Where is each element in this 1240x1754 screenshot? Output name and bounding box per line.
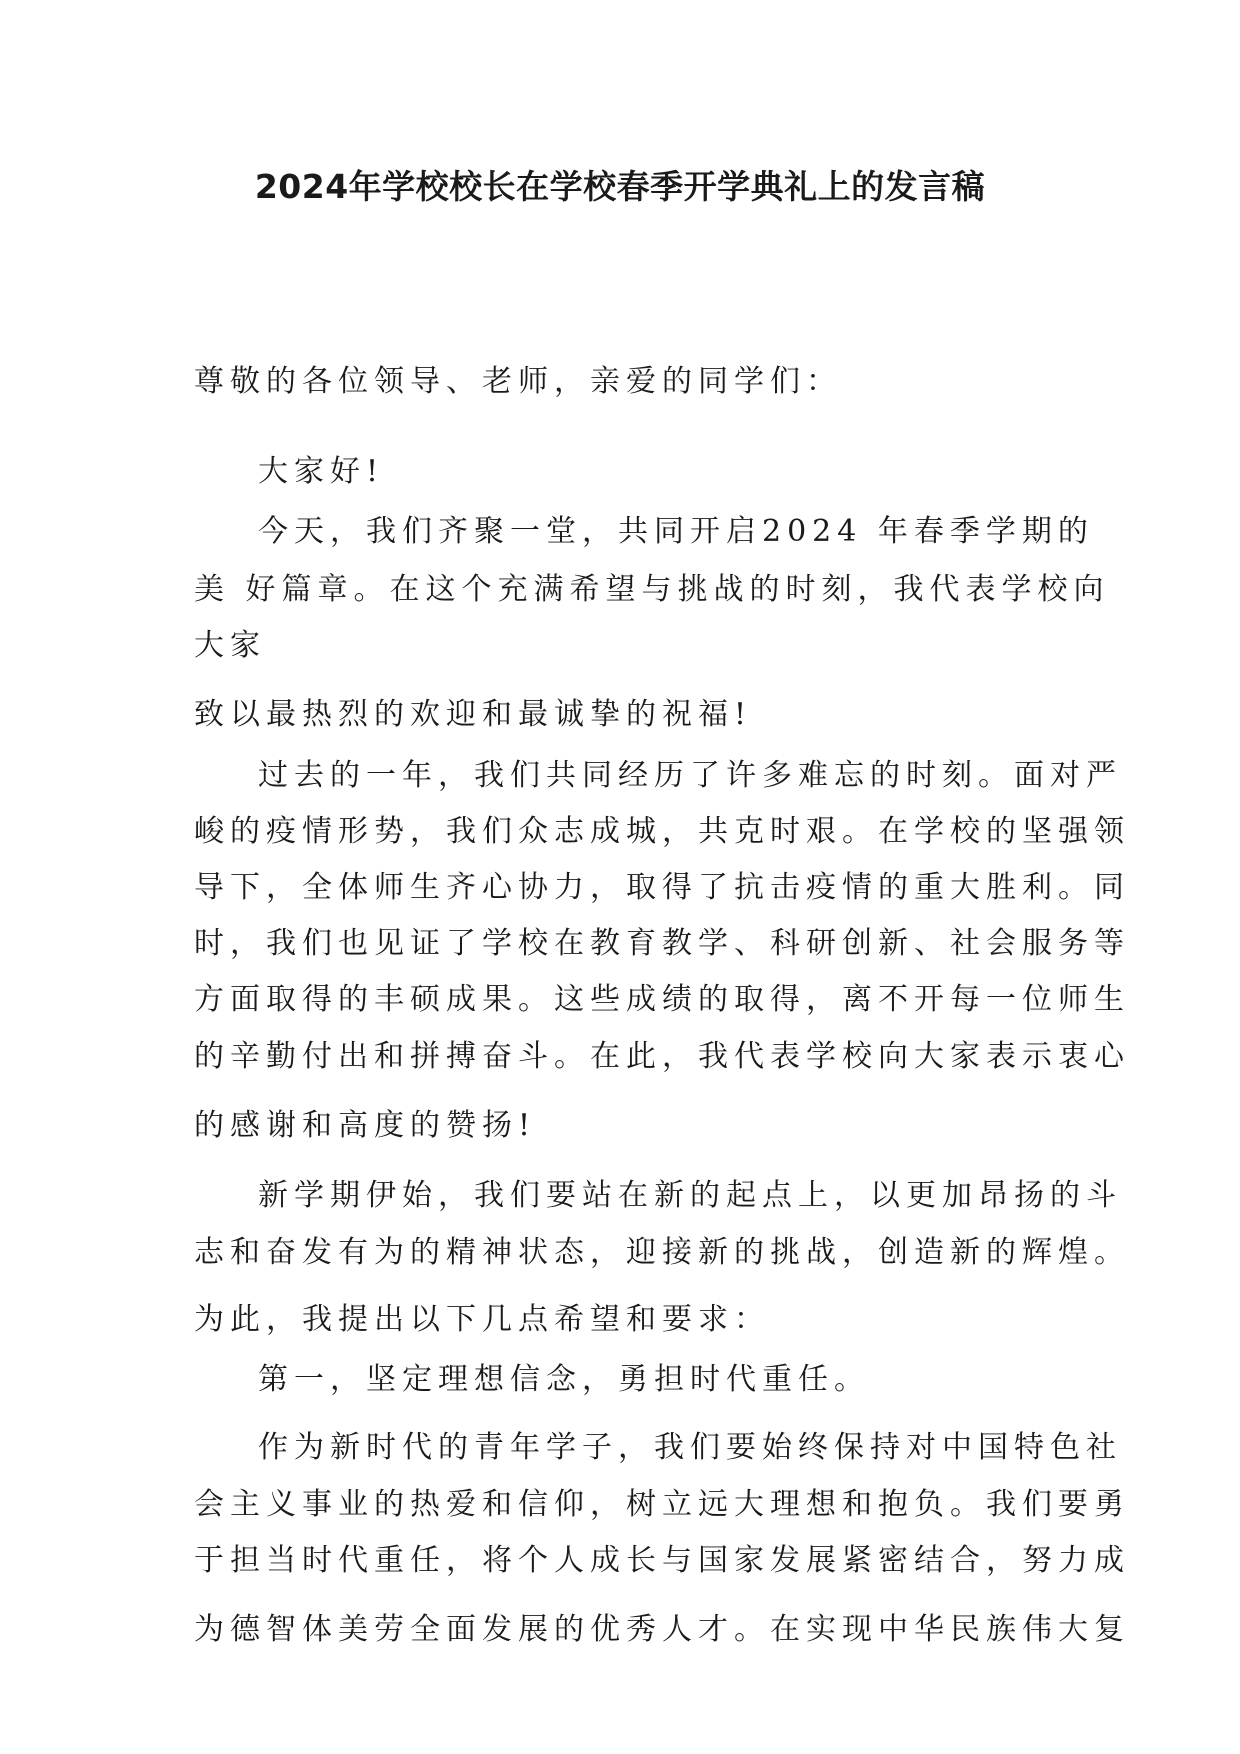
salutation: 尊敬的各位领导、老师，亲爱的同学们：	[194, 364, 842, 399]
paragraph-line: 今天，我们齐聚一堂，共同开启2024 年春季学期的	[258, 514, 1094, 549]
paragraph-line: 会主义事业的热爱和信仰，树立远大理想和抱负。我们要勇	[194, 1487, 1130, 1522]
paragraph-line: 峻的疫情形势，我们众志成城，共克时艰。在学校的坚强领	[194, 814, 1130, 849]
paragraph-line: 新学期伊始，我们要站在新的起点上，以更加昂扬的斗	[258, 1178, 1122, 1213]
section-heading-line: 第一，坚定理想信念，勇担时代重任。	[258, 1362, 870, 1397]
paragraph-line: 导下，全体师生齐心协力，取得了抗击疫情的重大胜利。同	[194, 870, 1130, 905]
paragraph-line: 的感谢和高度的赞扬!	[194, 1108, 537, 1143]
paragraph-line: 为德智体美劳全面发展的优秀人才。在实现中华民族伟大复	[194, 1612, 1130, 1647]
paragraph-line: 致以最热烈的欢迎和最诚挚的祝福!	[194, 697, 753, 732]
paragraph-line: 过去的一年，我们共同经历了许多难忘的时刻。面对严	[258, 758, 1122, 793]
paragraph-line: 的辛勤付出和拼搏奋斗。在此，我代表学校向大家表示衷心	[194, 1039, 1130, 1074]
paragraph-line: 时，我们也见证了学校在教育教学、科研创新、社会服务等	[194, 926, 1130, 961]
paragraph-line: 为此，我提出以下几点希望和要求：	[194, 1302, 770, 1337]
paragraph-line: 作为新时代的青年学子，我们要始终保持对中国特色社	[258, 1430, 1122, 1465]
paragraph-line: 志和奋发有为的精神状态，迎接新的挑战，创造新的辉煌。	[194, 1235, 1130, 1270]
document-title: 2024年学校校长在学校春季开学典礼上的发言稿	[254, 167, 986, 206]
paragraph-line: 方面取得的丰硕成果。这些成绩的取得，离不开每一位师生	[194, 982, 1130, 1017]
paragraph-line: 大家	[194, 628, 266, 663]
paragraph-line-greeting: 大家好!	[258, 454, 385, 489]
paragraph-line: 于担当时代重任，将个人成长与国家发展紧密结合，努力成	[194, 1543, 1130, 1578]
paragraph-line: 美 好篇章。在这个充满希望与挑战的时刻，我代表学校向	[194, 572, 1110, 607]
